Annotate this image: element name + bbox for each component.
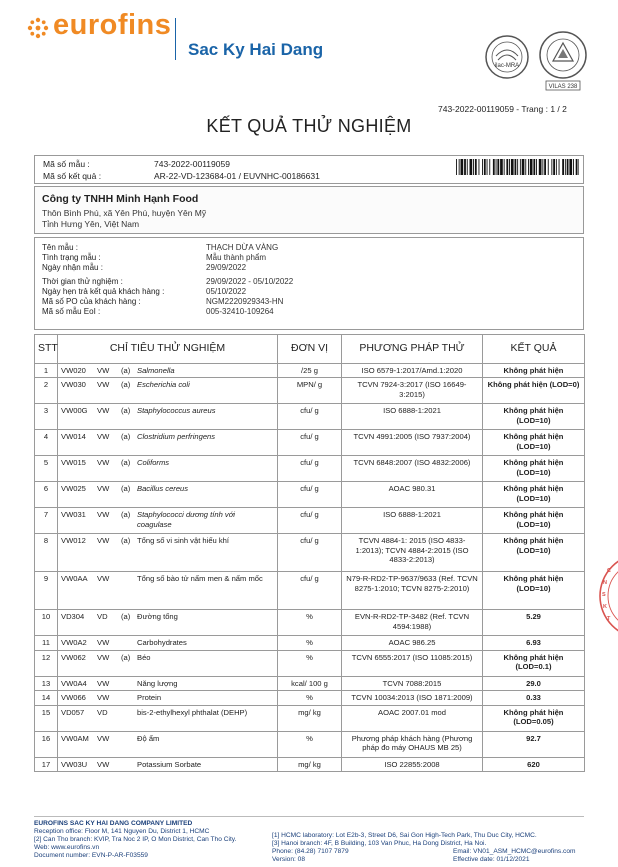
sample-info-label: Ngày hẹn trả kết quả khách hàng : <box>42 287 165 296</box>
vilas-seal-icon <box>536 30 590 92</box>
row-unit: % <box>278 610 342 636</box>
row-test-name: Đường tổng <box>137 612 178 622</box>
row-code: VW062 <box>61 652 86 662</box>
row-test-item <box>58 572 278 610</box>
table-row <box>35 378 585 404</box>
row-flag: (a) <box>121 652 131 662</box>
row-flag: (a) <box>121 484 131 494</box>
row-lab: VD <box>97 707 108 717</box>
row-result: Không phát hiện (LOD=0.1) <box>483 650 585 676</box>
barcode-icon <box>456 159 579 175</box>
row-result: Không phát hiện (LOD=10) <box>483 534 585 572</box>
row-result: Không phát hiện (LOD=10) <box>483 404 585 430</box>
row-stt: 8 <box>35 534 58 572</box>
row-test-name: Tổng số vi sinh vật hiếu khí <box>137 536 230 546</box>
row-method: ISO 6888-1:2021 <box>342 404 483 430</box>
row-stt: 4 <box>35 430 58 456</box>
row-lab: VW <box>97 366 110 375</box>
row-test-item <box>58 378 278 404</box>
row-test-item <box>58 676 278 690</box>
row-code: VW0AM <box>61 733 89 743</box>
row-unit: cfu/ g <box>278 534 342 572</box>
row-flag: (a) <box>121 406 131 416</box>
row-method: TCVN 10034:2013 (ISO 1871:2009) <box>342 691 483 705</box>
row-test-name: Tổng số bào tử nấm men & nấm mốc <box>137 574 263 584</box>
table-row <box>35 364 585 378</box>
row-stt: 13 <box>35 676 58 690</box>
table-row <box>35 705 585 731</box>
row-lab: VW <box>97 458 110 468</box>
row-unit: cfu/ g <box>278 456 342 482</box>
ilac-mra-seal-icon <box>484 34 530 80</box>
footer-phone: Phone: (84.28) 7107 7879 <box>272 848 349 855</box>
client-address-line1: Thôn Bình Phú, xã Yên Phú, huyện Yên Mỹ <box>42 208 207 218</box>
row-test-item <box>58 456 278 482</box>
row-method: TCVN 6555:2017 (ISO 11085:2015) <box>342 650 483 676</box>
table-row <box>35 508 585 534</box>
row-test-item <box>58 731 278 757</box>
row-lab: VW <box>97 380 110 390</box>
row-code: VW03U <box>61 759 88 769</box>
row-stt: 11 <box>35 636 58 650</box>
sub-brand: Sac Ky Hai Dang <box>188 40 324 59</box>
row-test-name: Staphylococci dương tính với coagulase <box>137 510 235 529</box>
table-row <box>35 757 585 771</box>
row-test-item <box>58 636 278 650</box>
row-stt: 5 <box>35 456 58 482</box>
row-unit: cfu/ g <box>278 430 342 456</box>
row-result: 92.7 <box>483 731 585 757</box>
row-unit: cfu/ g <box>278 508 342 534</box>
footer-hcmc-lab: [1] HCMC laboratory: Lot E2b-3, Street D6, Sai Gon High-Tech Park, Thu Duc City, HCMC. <box>272 832 537 839</box>
row-result: Không phát hiện <box>483 364 585 378</box>
sample-info-value: Mẫu thành phẩm <box>206 253 267 262</box>
row-test-name: Clostridium perfringens <box>137 432 216 442</box>
row-test-name: Độ ẩm <box>137 733 160 743</box>
sample-info-value: 05/10/2022 <box>206 287 247 296</box>
row-stt: 2 <box>35 378 58 404</box>
sample-info-value: 29/09/2022 <box>206 263 247 272</box>
row-unit: cfu/ g <box>278 404 342 430</box>
row-unit: mg/ kg <box>278 757 342 771</box>
header-unit: ĐƠN VỊ <box>278 335 342 364</box>
row-code: VW0AA <box>61 574 88 584</box>
results-table <box>34 334 585 772</box>
row-test-name: Escherichia coli <box>137 380 190 390</box>
row-test-name: Potassium Sorbate <box>137 759 202 769</box>
row-code: VW025 <box>61 484 86 494</box>
table-row <box>35 534 585 572</box>
table-row <box>35 676 585 690</box>
row-result: 620 <box>483 757 585 771</box>
row-code: VW030 <box>61 380 86 390</box>
row-test-item <box>58 430 278 456</box>
row-code: VW020 <box>61 366 86 375</box>
row-unit: % <box>278 636 342 650</box>
row-result: Không phát hiện (LOD=10) <box>483 456 585 482</box>
table-row <box>35 456 585 482</box>
row-test-name: Năng lượng <box>137 678 178 688</box>
table-row <box>35 610 585 636</box>
row-test-item <box>58 508 278 534</box>
table-header-row <box>35 335 585 364</box>
document-reference: 743-2022-00119059 - Trang : 1 / 2 <box>438 104 567 114</box>
footer-effective-date: Effective date: 01/12/2021 <box>453 856 530 863</box>
row-test-name: Protein <box>137 693 162 703</box>
row-method: AOAC 2007.01 mod <box>342 705 483 731</box>
footer-version: Version: 08 <box>272 856 305 863</box>
header-method: PHƯƠNG PHÁP THỬ <box>342 335 483 364</box>
row-unit: cfu/ g <box>278 482 342 508</box>
table-row <box>35 691 585 705</box>
sample-info-label: Ngày nhận mẫu : <box>42 263 103 272</box>
row-test-item <box>58 757 278 771</box>
row-result: 29.0 <box>483 676 585 690</box>
row-result: Không phát hiện (LOD=0) <box>483 378 585 404</box>
row-stt: 14 <box>35 691 58 705</box>
row-lab: VW <box>97 574 110 584</box>
table-row <box>35 650 585 676</box>
row-unit: MPN/ g <box>278 378 342 404</box>
footer-company: EUROFINS SAC KY HAI DANG COMPANY LIMITED <box>34 820 193 827</box>
row-stt: 1 <box>35 364 58 378</box>
row-method: ISO 22855:2008 <box>342 757 483 771</box>
table-row <box>35 482 585 508</box>
row-lab: VW <box>97 536 110 546</box>
row-method: TCVN 6848:2007 (ISO 4832:2006) <box>342 456 483 482</box>
row-lab: VW <box>97 484 110 494</box>
footer-reception: Reception office: Floor M, 141 Nguyen Du, District 1, HCMC <box>34 828 210 835</box>
row-method: EVN-R-RD2-TP-3482 (Ref. TCVN 4594:1988) <box>342 610 483 636</box>
row-stt: 9 <box>35 572 58 610</box>
row-lab: VW <box>97 759 110 769</box>
svg-text:N: N <box>603 580 607 586</box>
row-test-item <box>58 404 278 430</box>
header-stt: STT <box>35 335 58 364</box>
company-stamp-icon <box>598 548 618 644</box>
eurofins-logo-icon <box>26 16 50 40</box>
row-code: VD057 <box>61 707 85 717</box>
row-method: TCVN 4884-1: 2015 (ISO 4833-1:2013); TCVN 4884-2:2015 (ISO 4833-2:2013) <box>342 534 483 572</box>
row-lab: VD <box>97 612 108 622</box>
row-result: 6.93 <box>483 636 585 650</box>
row-flag: (a) <box>121 510 131 520</box>
row-lab: VW <box>97 693 110 703</box>
row-stt: 17 <box>35 757 58 771</box>
sample-info-label: Mã số PO của khách hàng : <box>42 297 141 306</box>
row-lab: VW <box>97 733 110 743</box>
table-row <box>35 404 585 430</box>
sample-info-label: Thời gian thử nghiệm : <box>42 277 123 286</box>
row-unit: /25 g <box>278 364 342 378</box>
row-lab: VW <box>97 510 110 520</box>
row-method: AOAC 986.25 <box>342 636 483 650</box>
row-test-name: Coliforms <box>137 458 170 468</box>
row-test-item <box>58 650 278 676</box>
result-code-value: AR-22-VD-123684-01 / EUVNHC-00186631 <box>154 171 320 181</box>
row-test-item <box>58 610 278 636</box>
row-code: VW066 <box>61 693 86 703</box>
header-result: KẾT QUẢ <box>483 335 585 364</box>
row-lab: VW <box>97 406 110 416</box>
footer-can-tho: [2] Can Tho branch: KVIP, Tra Noc 2 IP, O Mon District, Can Tho City. <box>34 836 237 843</box>
row-test-name: bis-2-ethylhexyl phthalat (DEHP) <box>137 707 248 717</box>
row-result: 5.29 <box>483 610 585 636</box>
row-unit: cfu/ g <box>278 572 342 610</box>
row-method: AOAC 980.31 <box>342 482 483 508</box>
row-unit: % <box>278 650 342 676</box>
table-row <box>35 572 585 610</box>
client-name: Công ty TNHH Minh Hạnh Food <box>42 193 199 205</box>
row-stt: 6 <box>35 482 58 508</box>
row-stt: 15 <box>35 705 58 731</box>
page-title: KẾT QUẢ THỬ NGHIỆM <box>206 116 412 136</box>
table-row <box>35 731 585 757</box>
row-result: Không phát hiện (LOD=10) <box>483 572 585 610</box>
sample-code-value: 743-2022-00119059 <box>154 159 230 169</box>
row-lab: VW <box>97 432 110 442</box>
row-stt: 16 <box>35 731 58 757</box>
row-lab: VW <box>97 638 110 648</box>
row-result: Không phát hiện (LOD=0.05) <box>483 705 585 731</box>
row-unit: mg/ kg <box>278 705 342 731</box>
row-flag: (a) <box>121 458 131 468</box>
sample-code-label: Mã số mẫu : <box>43 159 90 169</box>
footer-email: Email: VN01_ASM_HCMC@eurofins.com <box>453 848 576 855</box>
brand-logo-text: eurofins <box>53 9 172 41</box>
row-flag: (a) <box>121 366 131 375</box>
row-unit: % <box>278 691 342 705</box>
row-stt: 10 <box>35 610 58 636</box>
row-result: Không phát hiện (LOD=10) <box>483 508 585 534</box>
table-row <box>35 430 585 456</box>
row-method: ISO 6579-1:2017/Amd.1:2020 <box>342 364 483 378</box>
svg-text:S: S <box>602 592 606 598</box>
sample-info-value: 29/09/2022 - 05/10/2022 <box>206 277 294 286</box>
svg-text:K: K <box>603 604 607 610</box>
row-test-name: Salmonella <box>137 366 175 375</box>
footer-doc-number: Document number: EVN-P-AR-F03559 <box>34 852 148 859</box>
row-result: Không phát hiện (LOD=10) <box>483 482 585 508</box>
row-test-name: Béo <box>137 652 151 662</box>
sample-info-label: Tên mẫu : <box>42 243 79 252</box>
row-code: VW00G <box>61 406 88 416</box>
row-test-name: Bacillus cereus <box>137 484 189 494</box>
row-method: N79-R-RD2-TP-9637/9633 (Ref. TCVN 8275-1:2010; TCVN 8275-2:2010) <box>342 572 483 610</box>
footer-hanoi: [3] Hanoi branch: 4F, B Building, 103 Van Phuc, Ha Dong District, Ha Noi. <box>272 840 487 847</box>
row-method: TCVN 7088:2015 <box>342 676 483 690</box>
row-flag: (a) <box>121 612 131 622</box>
row-test-item <box>58 705 278 731</box>
client-address-line2: Tỉnh Hưng Yên, Việt Nam <box>42 219 140 229</box>
sample-info-label: Tình trạng mẫu : <box>42 253 101 262</box>
seal1-label: ilac-MRA <box>494 63 520 69</box>
row-stt: 7 <box>35 508 58 534</box>
row-code: VW014 <box>61 432 86 442</box>
row-test-name: Carbohydrates <box>137 638 187 648</box>
footer-rule <box>34 816 584 817</box>
row-code: VW031 <box>61 510 86 520</box>
row-unit: kcal/ 100 g <box>278 676 342 690</box>
row-result: Không phát hiện (LOD=10) <box>483 430 585 456</box>
header-test-item: CHỈ TIÊU THỬ NGHIỆM <box>58 335 278 364</box>
row-method: TCVN 7924-3:2017 (ISO 16649-3:2015) <box>342 378 483 404</box>
row-code: VW0A2 <box>61 638 87 648</box>
row-method: TCVN 4991:2005 (ISO 7937:2004) <box>342 430 483 456</box>
row-code: VW015 <box>61 458 86 468</box>
table-row <box>35 636 585 650</box>
row-code: VW0A4 <box>61 678 87 688</box>
sample-info-label: Mã số mẫu EoI : <box>42 307 101 316</box>
sample-info-value: 005-32410-109264 <box>206 307 274 316</box>
row-code: VW012 <box>61 536 86 546</box>
seal2-label: VILAS 238 <box>548 84 578 90</box>
row-code: VD304 <box>61 612 85 622</box>
row-test-item <box>58 534 278 572</box>
row-flag: (a) <box>121 432 131 442</box>
row-lab: VW <box>97 652 110 662</box>
row-test-item <box>58 364 278 378</box>
header-divider <box>175 18 176 60</box>
row-test-item <box>58 482 278 508</box>
row-method: Phương pháp khách hàng (Phương pháp đo máy OHAUS MB 25) <box>342 731 483 757</box>
row-test-name: Staphylococcus aureus <box>137 406 216 416</box>
row-method: ISO 6888-1:2021 <box>342 508 483 534</box>
row-flag: (a) <box>121 536 131 546</box>
svg-text:C: C <box>607 568 611 574</box>
svg-text:T: T <box>607 616 611 622</box>
footer-web: Web: www.eurofins.vn <box>34 844 100 851</box>
row-test-item <box>58 691 278 705</box>
row-lab: VW <box>97 678 110 688</box>
sample-info-value: THẠCH DỪA VÀNG <box>206 243 279 252</box>
row-flag: (a) <box>121 380 131 390</box>
result-code-label: Mã số kết quả : <box>43 171 102 181</box>
row-stt: 3 <box>35 404 58 430</box>
row-stt: 12 <box>35 650 58 676</box>
row-result: 0.33 <box>483 691 585 705</box>
row-unit: % <box>278 731 342 757</box>
sample-info-value: NGM2220929343-HN <box>206 297 284 306</box>
